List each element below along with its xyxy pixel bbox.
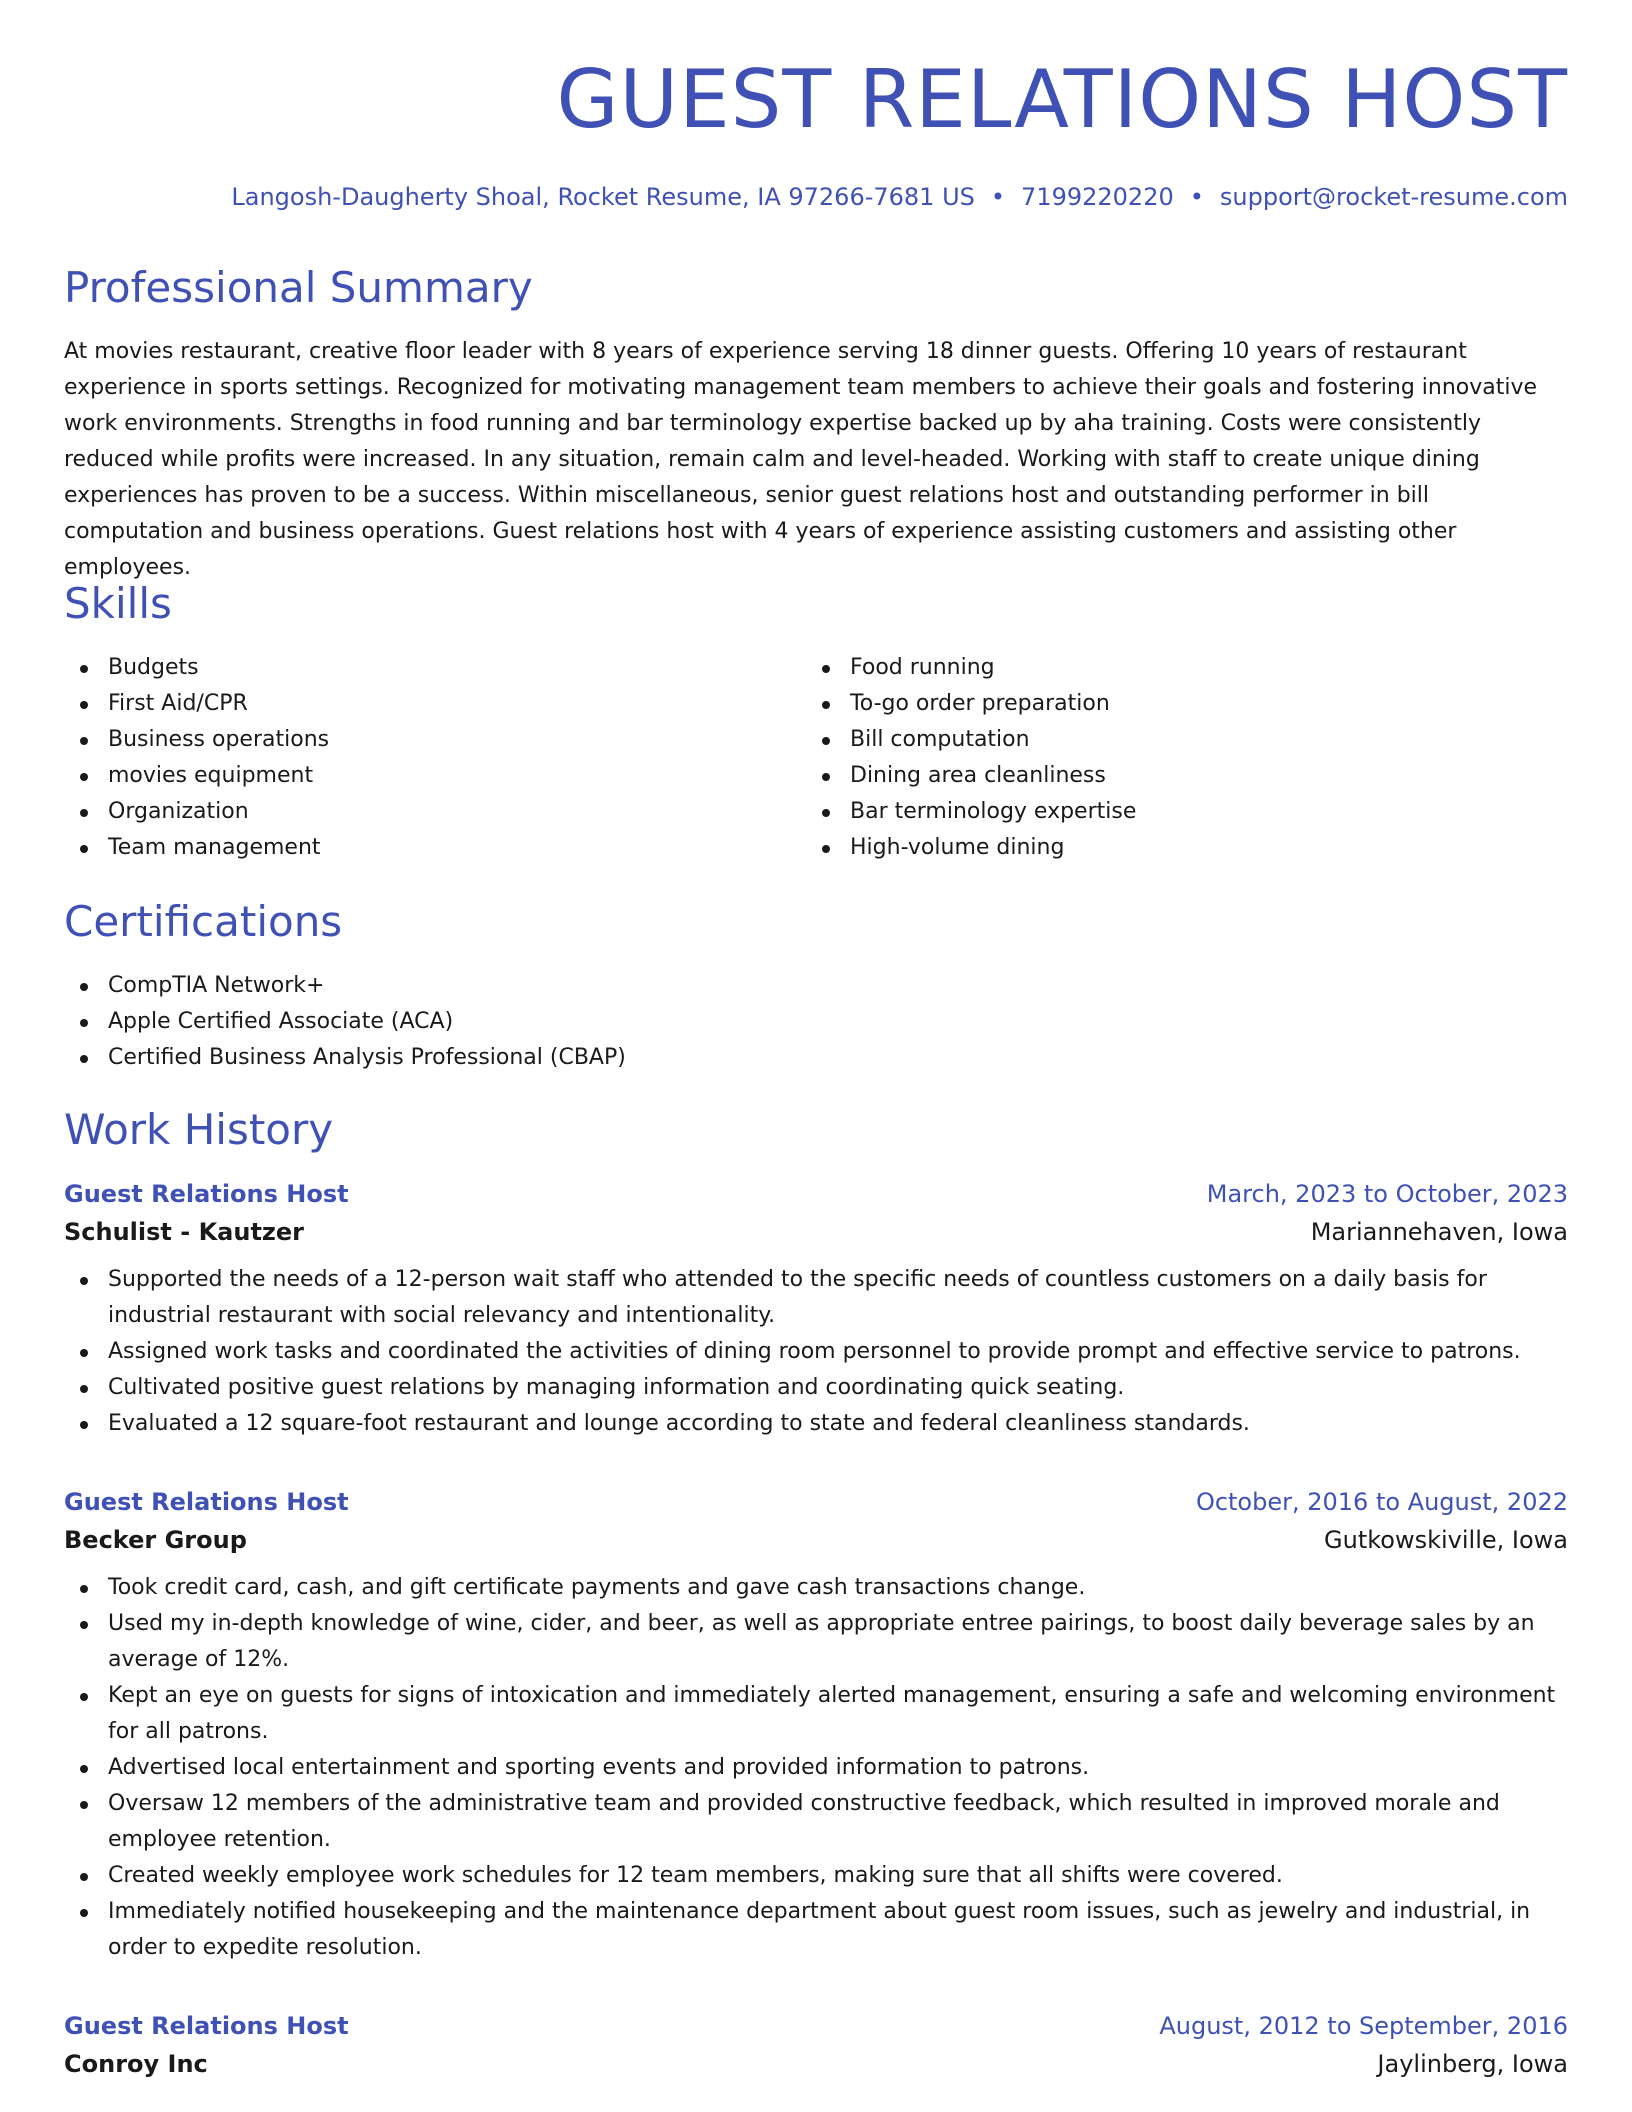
certification-item: Certified Business Analysis Professional (CBAP) <box>64 1040 1064 1076</box>
skill-item: To-go order preparation <box>806 686 1506 722</box>
job-bullet: Assigned work tasks and coordinated the activities of dining room personnel to provide prompt and effective service to patrons. <box>64 1334 1568 1370</box>
job-bullet: Used my in-depth knowledge of wine, cider, and beer, as well as appropriate entree pairings, to boost daily beverage sales by an average of 12%. <box>64 1606 1568 1678</box>
job-location: Gutkowskiville, Iowa <box>1324 1526 1568 1554</box>
job-bullet: Cultivated positive guest relations by managing information and coordinating quick seating. <box>64 1370 1568 1406</box>
skill-item: Team management <box>64 830 764 866</box>
skill-item: High-volume dining <box>806 830 1506 866</box>
certification-item: CompTIA Network+ <box>64 968 1064 1004</box>
job-bullets <box>64 1262 1568 1442</box>
certifications-list <box>64 968 1064 1076</box>
contact-separator: • <box>990 183 1006 211</box>
job-dates: October, 2016 to August, 2022 <box>1195 1488 1568 1516</box>
skill-item: Dining area cleanliness <box>806 758 1506 794</box>
job-bullet: Created weekly employee work schedules for 12 team members, making sure that all shifts were covered. <box>64 1858 1568 1894</box>
contact-line <box>231 181 1568 213</box>
job-bullet: Evaluated a 12 square-foot restaurant and lounge according to state and federal cleanliness standards. <box>64 1406 1568 1442</box>
job-dates: March, 2023 to October, 2023 <box>1206 1180 1568 1208</box>
work-history-heading: Work History <box>64 1105 334 1154</box>
skills-list-left <box>64 650 764 866</box>
job-location: Mariannehaven, Iowa <box>1310 1218 1568 1246</box>
resume-name: GUEST RELATIONS HOST <box>556 53 1568 146</box>
job-location: Jaylinberg, Iowa <box>1377 2050 1568 2078</box>
skill-item: Bill computation <box>806 722 1506 758</box>
skill-item: Business operations <box>64 722 764 758</box>
job-title: Guest Relations Host <box>64 2012 349 2040</box>
skills-heading: Skills <box>64 579 172 628</box>
job-entry <box>64 2008 1568 2084</box>
job-title: Guest Relations Host <box>64 1488 349 1516</box>
summary-text: At movies restaurant, creative floor leader with 8 years of experience serving 18 dinner guests. Offering 10 years of restaurant experience in sports settings. Recognized for motivating management team members to achieve their goals and fostering innovative work environments. Strengths in food running and bar terminology expertise backed up by aha training. Costs were consistently reduced while profits were increased. In any situation, remain calm and level-headed. Working with staff to create unique dining experiences has proven to be a success. Within miscellaneous, senior guest relations host and outstanding performer in bill computation and business operations. Guest relations host with 4 years of experience assisting customers and assisting other employees. <box>64 339 1538 580</box>
skill-item: Bar terminology expertise <box>806 794 1506 830</box>
job-bullet: Oversaw 12 members of the administrative team and provided constructive feedback, which resulted in improved morale and employee retention. <box>64 1786 1568 1858</box>
job-company: Conroy Inc <box>64 2050 208 2078</box>
job-title: Guest Relations Host <box>64 1180 349 1208</box>
job-company: Becker Group <box>64 1526 247 1554</box>
job-entry <box>64 1176 1568 1442</box>
contact-email[interactable]: support@rocket-resume.com <box>1219 183 1568 211</box>
contact-separator: • <box>1189 183 1204 211</box>
skill-item: Food running <box>806 650 1506 686</box>
job-bullet: Advertised local entertainment and sporting events and provided information to patrons. <box>64 1750 1568 1786</box>
job-company: Schulist - Kautzer <box>64 1218 304 1246</box>
job-dates: August, 2012 to September, 2016 <box>1159 2012 1568 2040</box>
skill-item: First Aid/CPR <box>64 686 764 722</box>
skill-item: Organization <box>64 794 764 830</box>
job-bullets <box>64 1570 1568 1966</box>
contact-phone[interactable]: 7199220220 <box>1021 183 1174 211</box>
skill-item: Budgets <box>64 650 764 686</box>
skill-item: movies equipment <box>64 758 764 794</box>
job-bullet: Kept an eye on guests for signs of intoxication and immediately alerted management, ensuring a safe and welcoming environment for all patrons. <box>64 1678 1568 1750</box>
summary-heading: Professional Summary <box>64 263 533 312</box>
job-bullet: Took credit card, cash, and gift certificate payments and gave cash transactions change. <box>64 1570 1568 1606</box>
certification-item: Apple Certified Associate (ACA) <box>64 1004 1064 1040</box>
job-entry <box>64 1484 1568 1966</box>
contact-address: Langosh-Daugherty Shoal, Rocket Resume, IA 97266-7681 US <box>231 183 975 211</box>
skills-list-right <box>806 650 1506 866</box>
job-bullet: Immediately notified housekeeping and the maintenance department about guest room issues, such as jewelry and industrial, in order to expedite resolution. <box>64 1894 1568 1966</box>
certifications-heading: Certifications <box>64 897 343 946</box>
job-bullet: Supported the needs of a 12-person wait staff who attended to the specific needs of countless customers on a daily basis for industrial restaurant with social relevancy and intentionality. <box>64 1262 1568 1334</box>
